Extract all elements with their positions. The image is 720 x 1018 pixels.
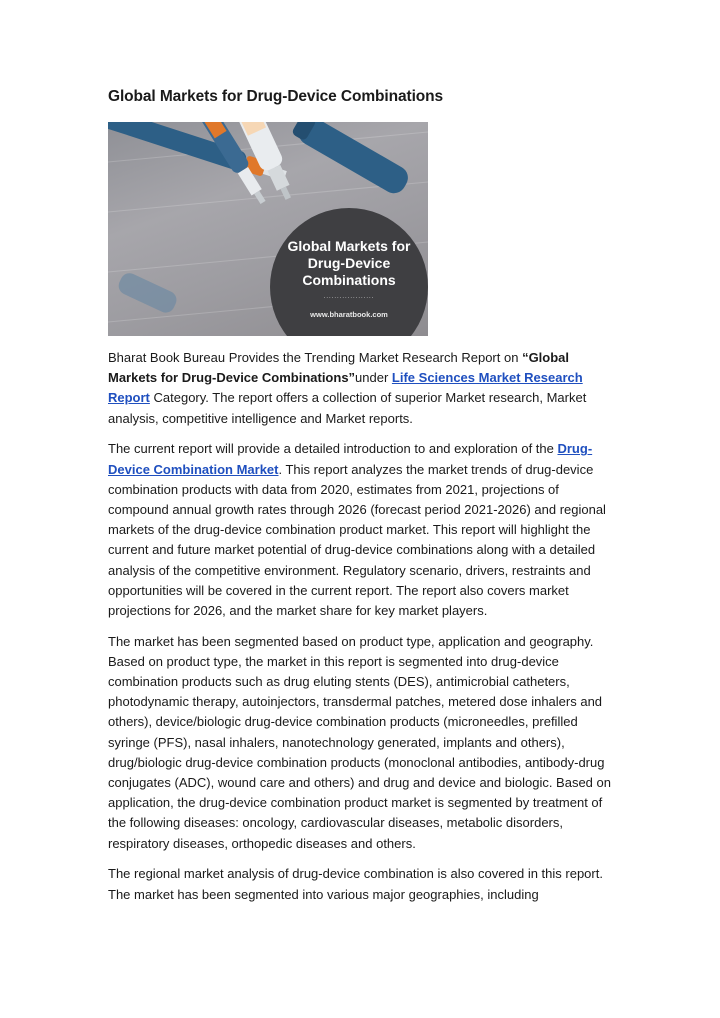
paragraph-segmentation: The market has been segmented based on product type, application and geography. Based on product type, the market in this report is segmented into drug-device combination products such as drug eluting stents (DES), antimicrobial catheters, photodynamic therapy, autoinjectors, transdermal patches, metered dose inhalers and others), device/biologic drug-device combination products (microneedles, prefilled syringe (PFS), nasal inhalers, nanotechnology generated, implants and others), drug/biologic drug-device combination products (monoclonal antibodies, antibody-drug conjugates (ADC), wound care and others) and drug and device and biologic. Based on application, the drug-device combination product market is segmented by treatment of the following diseases: oncology, cardiovascular diseases, metabolic disorders, respiratory diseases, orthopedic diseases and others. (108, 633, 611, 851)
document-body (108, 348, 618, 915)
paragraph-regional: The regional market analysis of drug-device combination is also covered in this report. The market has been segmented into various major geographies, including (108, 866, 603, 902)
paragraph-text: Category. The report offers a collection of superior Market research, Market analysis, competitive intelligence and Market reports. (108, 390, 587, 426)
document-title: Global Markets for Drug-Device Combinations (108, 88, 444, 105)
life-sciences-report-link[interactable]: Life Sciences Market Research Report (108, 370, 583, 406)
paragraph-overview (108, 439, 618, 621)
paragraph-intro (108, 348, 618, 429)
paragraph-text: . This report analyzes the market trends of drug-device combination products with data from 2020, estimates from 2021, projections of compound annual growth rates through 2026 (forecast period 2021-2026) and regional markets of the drug-device combination product market. This report will highlight the current and future market potential of drug-device combinations along with a detailed analysis of the competitive environment. Regulatory scenario, drivers, restraints and opportunities will be covered in the current report. The report also covers market projections for 2026, and the market share for key market players. (108, 461, 606, 618)
badge-title: Global Markets for Drug-Device Combinations (287, 238, 411, 288)
report-title-bold: “Global Markets for Drug-Device Combinations” (108, 350, 570, 386)
hero-image (108, 122, 428, 336)
badge-url: www.bharatbook.com (310, 310, 388, 319)
paragraph-text: under (355, 370, 392, 386)
paragraph-text: The current report will provide a detailed introduction to and exploration of the (108, 441, 558, 457)
badge-divider: ................... (323, 294, 375, 300)
drug-device-market-link[interactable]: Drug-Device Combination Market (108, 441, 593, 477)
paragraph-text: Bharat Book Bureau Provides the Trending Market Research Report on (108, 350, 523, 365)
